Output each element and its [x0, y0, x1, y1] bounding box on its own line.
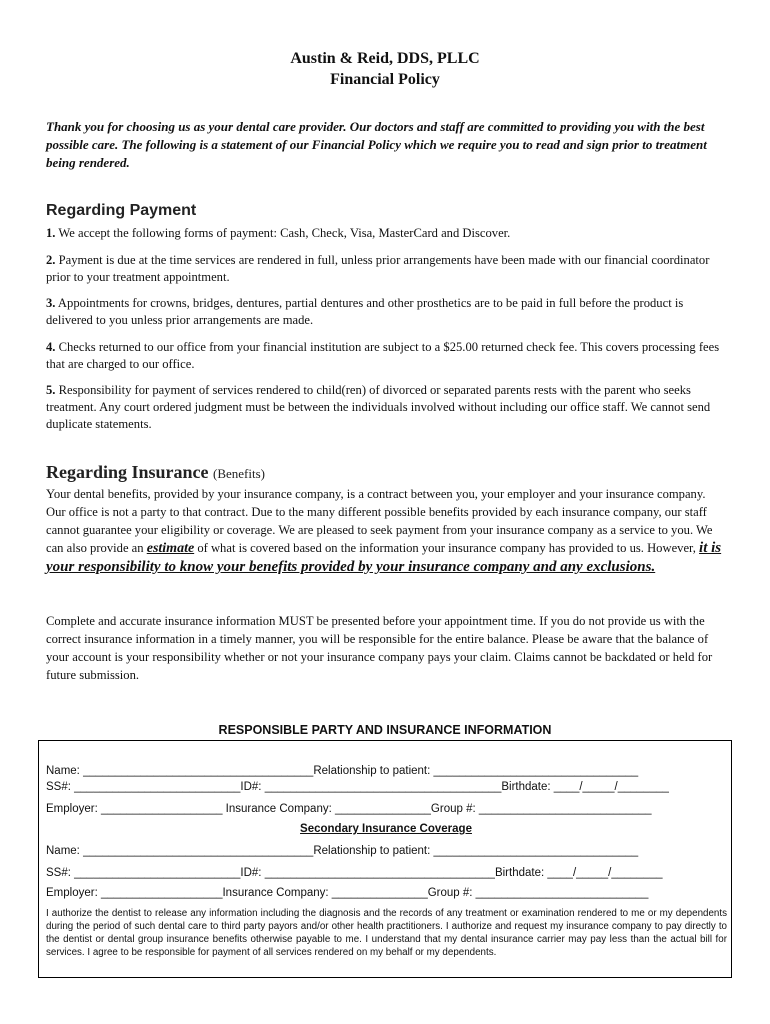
payment-item-text: Responsibility for payment of services rendered to child(ren) of divorced or separated parents rests with the parent who seeks treatment. Any court ordered judgment must be between the individuals involved without including our office staff. We cannot send duplicate statements. — [46, 383, 711, 431]
payment-item-3 — [46, 295, 726, 329]
intro-paragraph: Thank you for choosing us as your dental care provider. Our doctors and staff are committed to providing you with the best possible care. The following is a statement of our Financial Policy which we require you to read and sign prior to treatment being rendered. — [46, 119, 707, 170]
responsible-party-form — [38, 740, 732, 978]
payment-item-number: 5. — [46, 383, 56, 397]
payment-item-2 — [46, 252, 726, 286]
secondary-name-line[interactable]: Name: ____________________________________Relationship to patient: ________________________________ — [46, 845, 639, 857]
payment-item-number: 4. — [46, 340, 56, 354]
insurance-subtitle: (Benefits) — [213, 466, 265, 481]
practice-name: Austin & Reid, DDS, PLLC — [290, 50, 480, 67]
insurance-body-a: Your dental benefits, provided by your insurance company, is a contract between you, your employer and your insurance company. Our office is not a party to that contract. Due to the many different possible benefits provided by each insurance company, our staff cannot guarantee your eligibility or coverage. We are pleased to seek payment from your insurance company as a service to you. We can also provide an — [46, 487, 713, 555]
payment-item-4 — [46, 339, 726, 373]
payment-item-1 — [46, 225, 726, 242]
estimate-emphasis: estimate — [146, 541, 195, 556]
payment-item-text: We accept the following forms of payment: Cash, Check, Visa, MasterCard and Discover. — [58, 226, 511, 240]
secondary-ss-line[interactable]: SS#: __________________________ID#: ____________________________________Birthdate: ____/_____/________ — [46, 867, 663, 879]
insurance-body — [46, 485, 726, 576]
payment-item-text: Appointments for crowns, bridges, dentures, partial dentures and other prosthetics are to be paid in full before the product is delivered to you unless prior arrangements are made. — [46, 296, 684, 327]
payment-item-number: 3. — [46, 296, 56, 310]
form-title: RESPONSIBLE PARTY AND INSURANCE INFORMATION — [218, 723, 552, 737]
insurance-complete-paragraph: Complete and accurate insurance information MUST be presented before your appointment time. If you do not provide us with the correct insurance information in a timely manner, you will be responsible for the entire balance. Please be aware that the balance of your account is your responsibility whether or not your insurance company pays your claim. Claims cannot be backdated or held for future submission. — [46, 614, 713, 682]
payment-item-text: Checks returned to our office from your financial institution are subject to a $25.00 returned check fee. This covers processing fees that are charged to our office. — [46, 340, 720, 371]
payment-item-text: Payment is due at the time services are rendered in full, unless prior arrangements have been made with our financial coordinator prior to your treatment appointment. — [46, 253, 710, 284]
primary-employer-line[interactable]: Employer: ___________________ Insurance Company: _______________Group #: ___________________________ — [46, 803, 652, 815]
primary-name-line[interactable]: Name: ____________________________________Relationship to patient: ________________________________ — [46, 765, 639, 777]
payment-item-number: 1. — [46, 226, 56, 240]
document-title: Financial Policy — [330, 71, 440, 88]
authorization-statement: I authorize the dentist to release any information including the diagnosis and the records of any treatment or examination rendered to me or my dependents during the period of such dental care to third party payors and/or other health practitioners. I authorize and request my insurance company to pay directly to the dentist or dental group insurance benefits otherwise payable to me. I understand that my dental insurance carrier may pay less than the actual bill for services. I agree to be responsible for payment of all services rendered on my behalf or my dependents. — [46, 908, 727, 958]
payment-item-number: 2. — [46, 253, 56, 267]
document-header — [0, 48, 770, 90]
secondary-employer-line[interactable]: Employer: ___________________Insurance Company: _______________Group #: ___________________________ — [46, 887, 649, 899]
insurance-title-text: Regarding Insurance — [46, 462, 209, 482]
responsibility-emphasis: it is your responsibility to know your benefits provided by your insurance company and any exclusions. — [46, 540, 722, 575]
secondary-coverage-heading: Secondary Insurance Coverage — [300, 823, 472, 835]
insurance-section-title — [46, 462, 265, 483]
primary-ss-line[interactable]: SS#: __________________________ID#: _____________________________________Birthdate: ____/_____/________ — [46, 781, 669, 793]
payment-section-title: Regarding Payment — [46, 202, 197, 219]
payment-item-5 — [46, 382, 726, 433]
insurance-body-b: of what is covered based on the information your insurance company has provided to us. However, — [197, 541, 696, 555]
